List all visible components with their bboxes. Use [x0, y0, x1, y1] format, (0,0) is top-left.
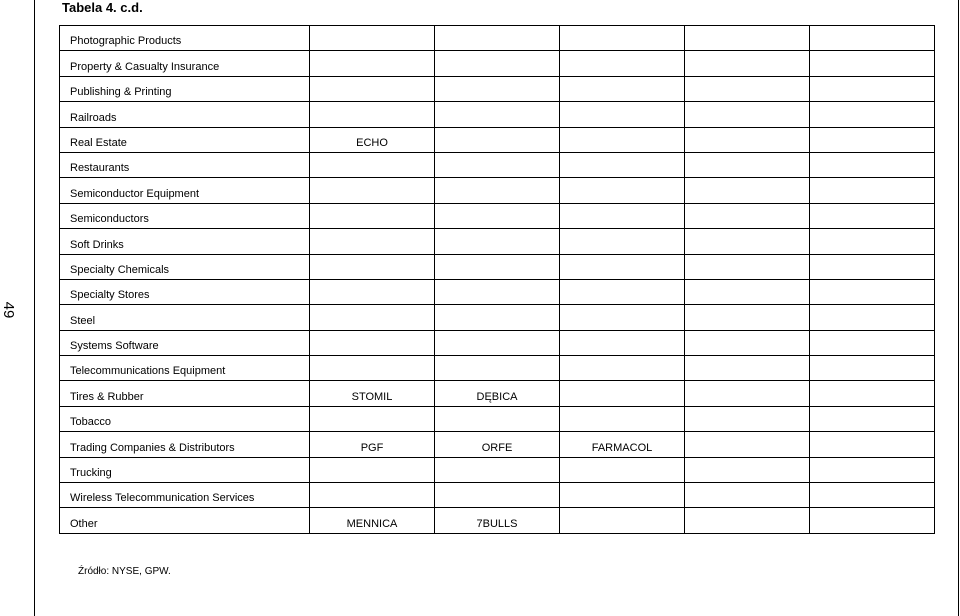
- company-cell: [810, 229, 935, 254]
- company-cell: [685, 457, 810, 482]
- sector-cell: Photographic Products: [60, 26, 310, 51]
- company-cell: [310, 51, 435, 76]
- company-cell: [435, 305, 560, 330]
- company-cell: DĘBICA: [435, 381, 560, 406]
- company-cell: [310, 152, 435, 177]
- company-cell: [685, 356, 810, 381]
- company-cell: [435, 356, 560, 381]
- table-row: [60, 152, 935, 177]
- right-margin-rule: [958, 0, 959, 616]
- company-cell: [810, 432, 935, 457]
- company-cell: [435, 76, 560, 101]
- table-row: [60, 229, 935, 254]
- company-cell: [685, 26, 810, 51]
- company-cell: [810, 381, 935, 406]
- company-cell: [560, 102, 685, 127]
- company-cell: [560, 508, 685, 533]
- company-cell: [435, 152, 560, 177]
- sector-cell: Semiconductor Equipment: [60, 178, 310, 203]
- company-cell: [810, 279, 935, 304]
- company-cell: [310, 229, 435, 254]
- company-cell: [310, 457, 435, 482]
- company-cell: [810, 305, 935, 330]
- company-cell: [310, 102, 435, 127]
- sector-cell: Trucking: [60, 457, 310, 482]
- company-cell: PGF: [310, 432, 435, 457]
- sector-cell: Publishing & Printing: [60, 76, 310, 101]
- company-cell: [685, 127, 810, 152]
- table-row: [60, 457, 935, 482]
- company-cell: [560, 483, 685, 508]
- company-cell: [435, 330, 560, 355]
- company-cell: [435, 51, 560, 76]
- sector-cell: Real Estate: [60, 127, 310, 152]
- sector-cell: Semiconductors: [60, 203, 310, 228]
- company-cell: [810, 203, 935, 228]
- sector-company-table: [59, 25, 935, 534]
- table-row: [60, 305, 935, 330]
- sector-cell: Tobacco: [60, 406, 310, 431]
- company-cell: [810, 127, 935, 152]
- company-cell: [810, 406, 935, 431]
- company-cell: [810, 178, 935, 203]
- table-row: [60, 432, 935, 457]
- company-cell: [810, 152, 935, 177]
- sector-cell: Systems Software: [60, 330, 310, 355]
- company-cell: [560, 305, 685, 330]
- company-cell: [310, 406, 435, 431]
- company-cell: 7BULLS: [435, 508, 560, 533]
- company-cell: [560, 127, 685, 152]
- table-row: [60, 76, 935, 101]
- company-cell: [810, 483, 935, 508]
- company-cell: [435, 406, 560, 431]
- company-cell: [435, 254, 560, 279]
- company-cell: [310, 356, 435, 381]
- left-margin-rule: [34, 0, 35, 616]
- company-cell: [560, 178, 685, 203]
- company-cell: [560, 279, 685, 304]
- company-cell: [560, 457, 685, 482]
- table-row: [60, 254, 935, 279]
- company-cell: [685, 330, 810, 355]
- table-row: [60, 406, 935, 431]
- table-container: [59, 25, 935, 534]
- source-note: Źródło: NYSE, GPW.: [78, 566, 171, 577]
- table-row: [60, 330, 935, 355]
- company-cell: [310, 76, 435, 101]
- table-row: [60, 279, 935, 304]
- company-cell: [685, 76, 810, 101]
- table-row: [60, 381, 935, 406]
- sector-cell: Railroads: [60, 102, 310, 127]
- company-cell: MENNICA: [310, 508, 435, 533]
- sector-cell: Tires & Rubber: [60, 381, 310, 406]
- sector-cell: Other: [60, 508, 310, 533]
- company-cell: [560, 152, 685, 177]
- company-cell: [685, 152, 810, 177]
- table-body: [60, 26, 935, 534]
- company-cell: [310, 26, 435, 51]
- company-cell: [435, 102, 560, 127]
- company-cell: [310, 279, 435, 304]
- company-cell: [560, 76, 685, 101]
- table-row: [60, 102, 935, 127]
- company-cell: [560, 51, 685, 76]
- company-cell: [435, 229, 560, 254]
- company-cell: [810, 508, 935, 533]
- company-cell: [685, 178, 810, 203]
- company-cell: [435, 483, 560, 508]
- company-cell: [810, 330, 935, 355]
- company-cell: [810, 26, 935, 51]
- company-cell: ECHO: [310, 127, 435, 152]
- sector-cell: Property & Casualty Insurance: [60, 51, 310, 76]
- company-cell: [810, 76, 935, 101]
- company-cell: [310, 203, 435, 228]
- table-caption: Tabela 4. c.d.: [62, 0, 143, 15]
- company-cell: [560, 406, 685, 431]
- sector-cell: Steel: [60, 305, 310, 330]
- company-cell: [810, 356, 935, 381]
- company-cell: [685, 102, 810, 127]
- company-cell: [310, 483, 435, 508]
- company-cell: [435, 127, 560, 152]
- table-row: [60, 483, 935, 508]
- company-cell: [560, 254, 685, 279]
- table-row: [60, 26, 935, 51]
- company-cell: [685, 305, 810, 330]
- company-cell: [685, 432, 810, 457]
- company-cell: [435, 203, 560, 228]
- sector-cell: Soft Drinks: [60, 229, 310, 254]
- company-cell: [310, 254, 435, 279]
- sector-cell: Telecommunications Equipment: [60, 356, 310, 381]
- company-cell: [435, 457, 560, 482]
- company-cell: [685, 381, 810, 406]
- company-cell: [685, 406, 810, 431]
- table-row: [60, 203, 935, 228]
- table-row: [60, 508, 935, 533]
- company-cell: [560, 26, 685, 51]
- company-cell: [685, 229, 810, 254]
- company-cell: [560, 356, 685, 381]
- company-cell: [685, 51, 810, 76]
- company-cell: [310, 305, 435, 330]
- company-cell: [810, 457, 935, 482]
- company-cell: STOMIL: [310, 381, 435, 406]
- sector-cell: Specialty Stores: [60, 279, 310, 304]
- company-cell: [560, 381, 685, 406]
- table-row: [60, 51, 935, 76]
- company-cell: [685, 508, 810, 533]
- company-cell: ORFE: [435, 432, 560, 457]
- table-row: [60, 178, 935, 203]
- company-cell: [560, 203, 685, 228]
- sector-cell: Specialty Chemicals: [60, 254, 310, 279]
- company-cell: [435, 279, 560, 304]
- sector-cell: Wireless Telecommunication Services: [60, 483, 310, 508]
- company-cell: [685, 254, 810, 279]
- table-row: [60, 356, 935, 381]
- company-cell: [435, 26, 560, 51]
- company-cell: [685, 203, 810, 228]
- company-cell: [560, 330, 685, 355]
- table-row: [60, 127, 935, 152]
- sector-cell: Trading Companies & Distributors: [60, 432, 310, 457]
- company-cell: [810, 254, 935, 279]
- sector-cell: Restaurants: [60, 152, 310, 177]
- company-cell: FARMACOL: [560, 432, 685, 457]
- company-cell: [435, 178, 560, 203]
- company-cell: [810, 102, 935, 127]
- company-cell: [560, 229, 685, 254]
- company-cell: [810, 51, 935, 76]
- company-cell: [685, 483, 810, 508]
- company-cell: [685, 279, 810, 304]
- page-number: 49: [0, 301, 17, 319]
- company-cell: [310, 330, 435, 355]
- company-cell: [310, 178, 435, 203]
